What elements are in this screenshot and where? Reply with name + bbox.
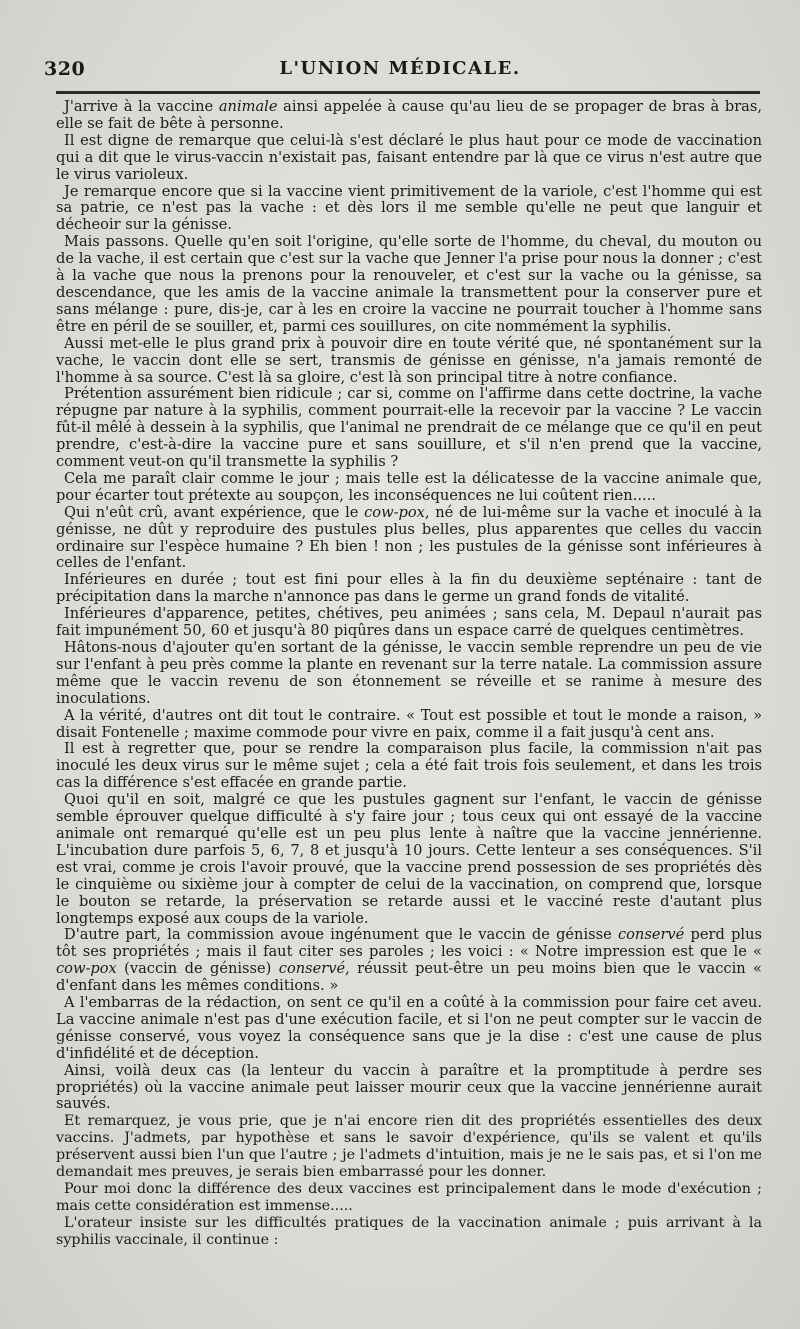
paragraph: J'arrive à la vaccine animale ainsi appelée à cause qu'au lieu de se propager de bras à bras, elle se fait de bête à personne. — [56, 98, 763, 132]
page-header — [44, 58, 756, 86]
paragraph: Il est digne de remarque que celui-là s'est déclaré le plus haut pour ce mode de vaccination qui a dit que le virus-vaccin n'existait pas, faisant entendre par là que ce virus n'est autre que le virus varioleux. — [56, 131, 762, 183]
paragraph: Pour moi donc la différence des deux vaccines est principalement dans le mode d'exécution ; mais cette considération est immense..... — [56, 1181, 762, 1214]
article-body — [56, 99, 762, 1249]
paragraph: Inférieures en durée ; tout est fini pour elles à la fin du deuxième septénaire : tant de précipitation dans la marche n'annonce pas dans le germe un grand fonds de vitalité. — [56, 571, 762, 606]
header-rule — [56, 91, 760, 94]
paragraph: Et remarquez, je vous prie, que je n'ai encore rien dit des propriétés essentielles des deux vaccins. J'admets, par hypothèse et sans le savoir d'expérience, qu'ils se valent et qu'ils préservent aussi bien l'un que l'autre ; je l'admets d'intuition, mais je ne le sais pas, et si l'on me demandait mes preuves, je serais bien embarrassé pour les donner. — [56, 1113, 762, 1181]
paragraph: Prétention assurément bien ridicule ; car si, comme on l'affirme dans cette doctrine, la vache répugne par nature à la syphilis, comment pourrait-elle la recevoir par la vaccine ? Le vaccin fût-il mêlé à dessein à la syphilis, que l'animal ne prendrait de ce mélange que ce qu'il en peut prendre, c'est-à-dire la vaccine pure et sans souillure, et s'il n'en prend que la vaccine, comment veut-on qu'il transmette la syphilis ? — [56, 385, 762, 471]
paragraph: A la vérité, d'autres ont dit tout le contraire. « Tout est possible et tout le monde a raison, » disait Fontenelle ; maxime commode pour vivre en paix, comme il a fait jusqu'à cent ans. — [56, 706, 762, 741]
paragraph: Mais passons. Quelle qu'en soit l'origine, qu'elle sorte de l'homme, du cheval, du mouton ou de la vache, il est certain que c'est sur la vache que Jenner l'a prise pour nous la donner ; c'est à la vache que nous la prenons pour la renouveler, et c'est sur la vache ou la génisse, sa descendance, que les amis de la vaccine animale la transmettent pour la conserver pure et sans mélange : pure, dis-je, car à les en croire la vaccine ne pourrait toucher à l'homme sans être en péril de se souiller, et, parmi ces souillures, on cite nommément la syphilis. — [56, 233, 762, 335]
paragraph: Ainsi, voilà deux cas (la lenteur du vaccin à paraître et la promptitude à perdre ses propriétés) où la vaccine animale peut laisser mourir ceux que la vaccine jennérienne aurait sauvés. — [56, 1061, 762, 1113]
paragraph: L'orateur insiste sur les difficultés pratiques de la vaccination animale ; puis arrivant à la syphilis vaccinale, il continue : — [56, 1214, 762, 1248]
paragraph: Quoi qu'il en soit, malgré ce que les pustules gagnent sur l'enfant, le vaccin de génisse semble éprouver quelque difficulté à s'y faire jour ; tous ceux qui ont essayé de la vaccine animale ont remarqué qu'elle est un peu plus lente à naître que la vaccine jennérienne. L'incubation dure parfois 5, 6, 7, 8 et jusqu'à 10 jours. Cette lenteur a ses conséquences. S'il est vrai, comme je crois l'avoir prouvé, que la vaccine prend possession de ses propriétés dès le cinquième ou sixième jour à compter de celui de la vaccination, on comprend que, lorsque le bouton se retarde, la préservation se retarde aussi et le vacciné reste d'autant plus longtemps exposé aux coups de la variole. — [56, 791, 762, 927]
paragraph: Je remarque encore que si la vaccine vient primitivement de la variole, c'est l'homme qui est sa patrie, ce n'est pas la vache : et dès lors il me semble qu'elle ne peut que languir et décheoir sur la génisse. — [56, 182, 762, 234]
paragraph: Cela me paraît clair comme le jour ; mais telle est la délicatesse de la vaccine animale que, pour écarter tout prétexte au soupçon, les inconséquences ne lui coûtent rien..... — [56, 469, 762, 504]
page-number: 320 — [44, 58, 86, 80]
paragraph: Hâtons-nous d'ajouter qu'en sortant de la génisse, le vaccin semble reprendre un peu de vie sur l'enfant à peu près comme la plante en revenant sur la terre natale. La commission assure même que le vaccin revenu de son étonnement se réveille et se ranime à mesure des inoculations. — [56, 639, 762, 707]
paragraph: Il est à regretter que, pour se rendre la comparaison plus facile, la commission n'ait pas inoculé les deux virus sur le même sujet ; cela a été fait trois fois seulement, et dans les trois cas la différence s'est effacée en grande partie. — [56, 740, 762, 792]
paragraph: A l'embarras de la rédaction, on sent ce qu'il en a coûté à la commission pour faire cet aveu. La vaccine animale n'est pas d'une exécution facile, et si l'on ne peut compter sur le vaccin de génisse conservé, vous voyez la conséquence sans que je la dise : c'est une cause de plus d'infidélité et de déception. — [56, 994, 762, 1062]
paragraph: Inférieures d'apparence, petites, chétives, peu animées ; sans cela, M. Depaul n'aurait pas fait impunément 50, 60 et jusqu'à 80 piqûres dans un espace carré de quelques centimètres. — [56, 605, 762, 640]
paragraph: D'autre part, la commission avoue ingénument que le vaccin de génisse conservé perd plus tôt ses propriétés ; mais il faut citer ses paroles ; les voici : « Notre impression est que le « cow-pox (vaccin de génisse) conservé, réussit peut-être un peu moins bien que le vaccin « d'enfant dans les mêmes conditions. » — [56, 926, 762, 995]
running-title: L'UNION MÉDICALE. — [279, 58, 521, 79]
paragraph: Qui n'eût crû, avant expérience, que le cow-pox, né de lui-même sur la vache et inoculé à la génisse, ne dût y reproduire des pustules plus belles, plus apparentes que celles du vaccin ordinaire sur l'espèce humaine ? Eh bien ! non ; les pustules de la génisse sont inférieures à celles de l'enfant. — [56, 503, 762, 572]
paragraph: Aussi met-elle le plus grand prix à pouvoir dire en toute vérité que, né spontanément sur la vache, le vaccin dont elle se sert, transmis de génisse en génisse, n'a jamais remonté de l'homme à sa source. C'est là sa gloire, c'est là son principal titre à notre confiance. — [56, 334, 762, 386]
